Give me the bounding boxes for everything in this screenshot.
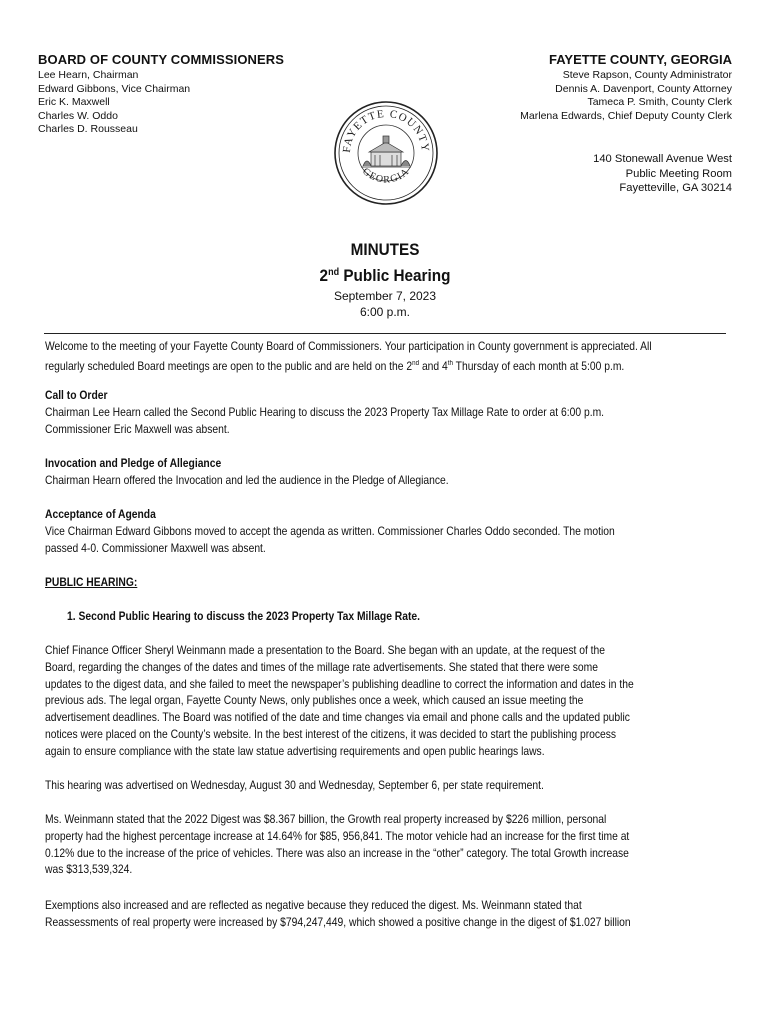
document-title: MINUTES xyxy=(350,240,420,259)
paragraph-exemptions: Exemptions also increased and are reflected as negative because they reduced the digest. Ms. Weinmann stated that Reassessments of real property were increased by $794,247,449, which showed a positive change in the digest of $1.027 billion xyxy=(45,899,631,929)
board-heading: BOARD OF COUNTY COMMISSIONERS xyxy=(38,52,285,67)
board-member: Edward Gibbons, Vice Chairman xyxy=(38,82,191,95)
welcome-paragraph: Welcome to the meeting of your Fayette County Board of Commissioners. Your participation in County government is appreciated. All regularly scheduled Board meetings are open to the public and are held on the 2nd and 4th Thursday of each month at 5:00 p.m. xyxy=(45,340,652,373)
document-title-block xyxy=(0,239,770,320)
staff-member: Dennis A. Davenport, County Attorney xyxy=(555,82,732,95)
section-heading: PUBLIC HEARING: xyxy=(45,576,138,589)
invocation-section: Invocation and Pledge of Allegiance Chairman Hearn offered the Invocation and led the audience in the Pledge of Allegiance. xyxy=(45,456,730,490)
title-divider xyxy=(44,333,726,334)
call-to-order-section: Call to Order Chairman Lee Hearn called the Second Public Hearing to discuss the 2023 Property Tax Millage Rate to order at 6:00 p.m. Commissioner Eric Maxwell was absent. xyxy=(45,388,730,438)
county-seal-logo xyxy=(333,100,439,206)
staff-member: Marlena Edwards, Chief Deputy County Clerk xyxy=(520,109,732,122)
board-member: Charles W. Oddo xyxy=(38,109,118,122)
section-heading: Call to Order xyxy=(45,389,108,402)
seal-top-text: FAYETTE COUNTY xyxy=(340,107,432,154)
public-hearing-section xyxy=(45,575,730,592)
staff-member: Steve Rapson, County Administrator xyxy=(562,69,732,81)
section-heading: Invocation and Pledge of Allegiance xyxy=(45,457,222,470)
paragraph-presentation: Chief Finance Officer Sheryl Weinmann made a presentation to the Board. She began with an update, at the request of the Board, regarding the changes of the dates and times of the millage rate advertisements. She stated that there were some updates to the digest data, and she failed to meet the newspaper’s publishing deadline to correct the information and dates in the previous ads. The legal organ, Fayette County News, only publishes once a week, which caused an issue meeting the advertisement deadlines. The Board was notified of the date and time changes via email and phone calls and the updated public notices were placed on the County’s website. In the best interest of the citizens, it was decided to start the publishing process again to ensure compliance with the state law statue advertising requirements and open public hearings laws. xyxy=(45,644,634,758)
paragraph-advertised: This hearing was advertised on Wednesday, August 30 and Wednesday, September 6, per state requirement. xyxy=(45,779,544,792)
meeting-time: 6:00 p.m. xyxy=(359,305,411,319)
board-members-list xyxy=(38,69,190,137)
section-heading: Acceptance of Agenda xyxy=(45,508,156,521)
meeting-address xyxy=(593,152,732,196)
document-subtitle: 2nd Public Hearing xyxy=(319,266,451,285)
agenda-item-1: 1. Second Public Hearing to discuss the 2023 Property Tax Millage Rate. xyxy=(67,610,421,623)
board-member: Eric K. Maxwell xyxy=(38,96,110,109)
seal-bottom-text: GEORGIA xyxy=(360,166,412,186)
staff-member: Tameca P. Smith, County Clerk xyxy=(587,96,732,109)
county-heading: FAYETTE COUNTY, GEORGIA xyxy=(549,52,732,67)
address-line: Fayetteville, GA 30214 xyxy=(619,182,732,195)
board-member: Lee Hearn, Chairman xyxy=(38,69,139,81)
meeting-date: September 7, 2023 xyxy=(333,289,437,303)
address-line: 140 Stonewall Avenue West xyxy=(593,153,732,165)
agenda-section: Acceptance of Agenda Vice Chairman Edward Gibbons moved to accept the agenda as written. Commissioner Charles Oddo seconded. The motion passed 4-0. Commissioner Maxwell was absent. xyxy=(45,507,730,557)
board-member: Charles D. Rousseau xyxy=(38,123,138,136)
staff-list xyxy=(520,69,732,123)
paragraph-digest: Ms. Weinmann stated that the 2022 Digest was $8.367 billion, the Growth real property increased by $226 million, personal property had the highest percentage increase at 14.64% for $85, 956,841. The motor vehicle had an increase for the first time at 0.12% due to the increase of the price of vehicles. There was also an increase in the “other” category. The total Growth increase was $313,539,324. xyxy=(45,813,630,877)
address-line: Public Meeting Room xyxy=(625,167,732,180)
